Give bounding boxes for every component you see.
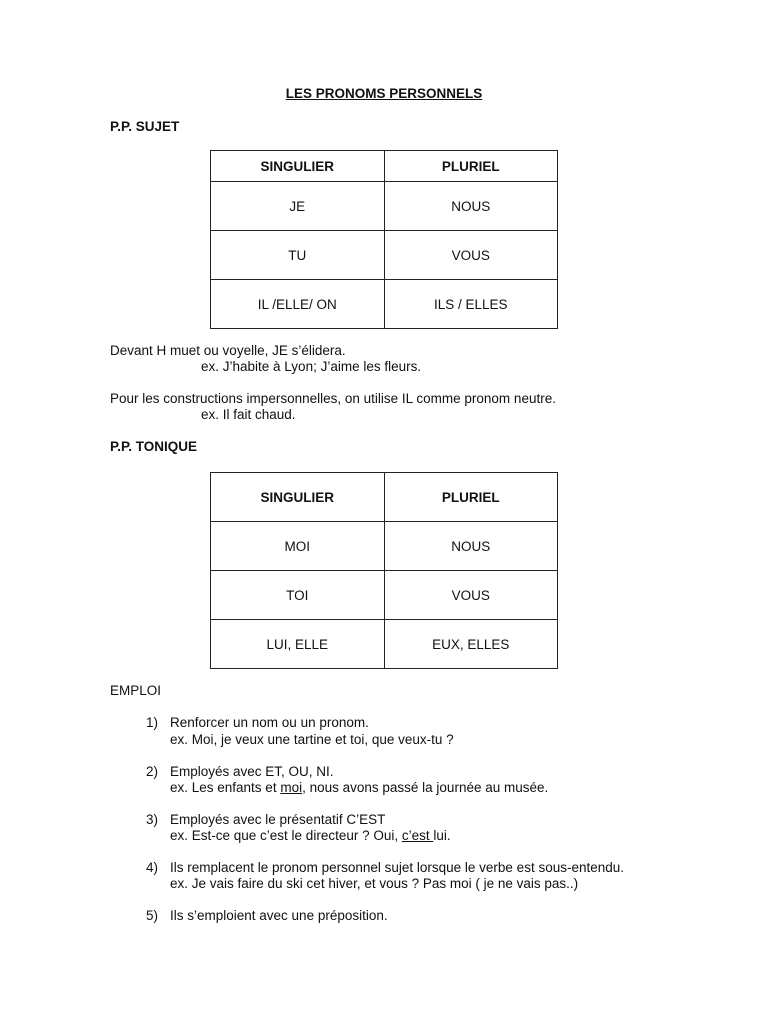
table-cell: TOI: [211, 571, 385, 620]
table-header-row: [211, 151, 558, 182]
table-cell: ILS / ELLES: [384, 280, 558, 329]
list-item-example: ex. Moi, je veux une tartine et toi, que veux-tu ?: [170, 732, 454, 747]
table-cell: VOUS: [384, 231, 558, 280]
table-row: [211, 571, 558, 620]
list-item-text: Ils s’emploient avec une préposition.: [170, 908, 388, 923]
list-item-text: Ils remplacent le pronom personnel sujet lorsque le verbe est sous-entendu.: [170, 860, 625, 875]
underlined-word: moi: [280, 780, 303, 795]
list-item-number: 1): [146, 715, 159, 730]
note-text: Devant H muet ou voyelle, JE s’élidera.: [110, 343, 346, 358]
section-heading-tonique: P.P. TONIQUE: [110, 439, 198, 454]
list-item-number: 4): [146, 860, 159, 875]
list-item-example: [170, 780, 548, 795]
list-item-example: [170, 828, 451, 843]
table-cell: TU: [211, 231, 385, 280]
column-header-pluriel: PLURIEL: [384, 473, 558, 522]
list-item-number: 3): [146, 812, 159, 827]
note-text: Pour les constructions impersonnelles, on utilise IL comme pronom neutre.: [110, 391, 556, 406]
section-heading-sujet: P.P. SUJET: [110, 119, 180, 134]
table-cell: EUX, ELLES: [384, 620, 558, 669]
list-item-number: 2): [146, 764, 159, 779]
table-row: [211, 620, 558, 669]
table-cell: VOUS: [384, 571, 558, 620]
table-cell: NOUS: [384, 182, 558, 231]
page-title: LES PRONOMS PERSONNELS: [285, 86, 483, 101]
table-cell: MOI: [211, 522, 385, 571]
table-tonique: [210, 472, 558, 669]
example-text: ex. Est-ce que c’est le directeur ? Oui,: [170, 828, 402, 843]
example-text: , nous avons passé la journée au musée.: [302, 780, 549, 795]
table-cell: IL /ELLE/ ON: [211, 280, 385, 329]
table-cell: LUI, ELLE: [211, 620, 385, 669]
table-row: [211, 522, 558, 571]
table-row: [211, 182, 558, 231]
column-header-singulier: SINGULIER: [211, 151, 385, 182]
note-example: ex. Il fait chaud.: [201, 407, 296, 422]
list-item-text: Employés avec ET, OU, NI.: [170, 764, 334, 779]
table-header-row: [211, 473, 558, 522]
list-item-text: Employés avec le présentatif C’EST: [170, 812, 386, 827]
table-row: [211, 231, 558, 280]
column-header-singulier: SINGULIER: [211, 473, 385, 522]
table-row: [211, 280, 558, 329]
list-item-example: ex. Je vais faire du ski cet hiver, et vous ? Pas moi ( je ne vais pas..): [170, 876, 579, 891]
underlined-word: c’est: [401, 828, 434, 843]
example-text: ex. Les enfants et: [170, 780, 281, 795]
column-header-pluriel: PLURIEL: [384, 151, 558, 182]
note-example: ex. J’habite à Lyon; J’aime les fleurs.: [201, 359, 422, 374]
table-cell: JE: [211, 182, 385, 231]
table-sujet: [210, 150, 558, 329]
table-cell: NOUS: [384, 522, 558, 571]
list-item-text: Renforcer un nom ou un pronom.: [170, 715, 369, 730]
section-heading-emploi: EMPLOI: [110, 683, 162, 698]
example-text: lui.: [433, 828, 451, 843]
list-item-number: 5): [146, 908, 159, 923]
